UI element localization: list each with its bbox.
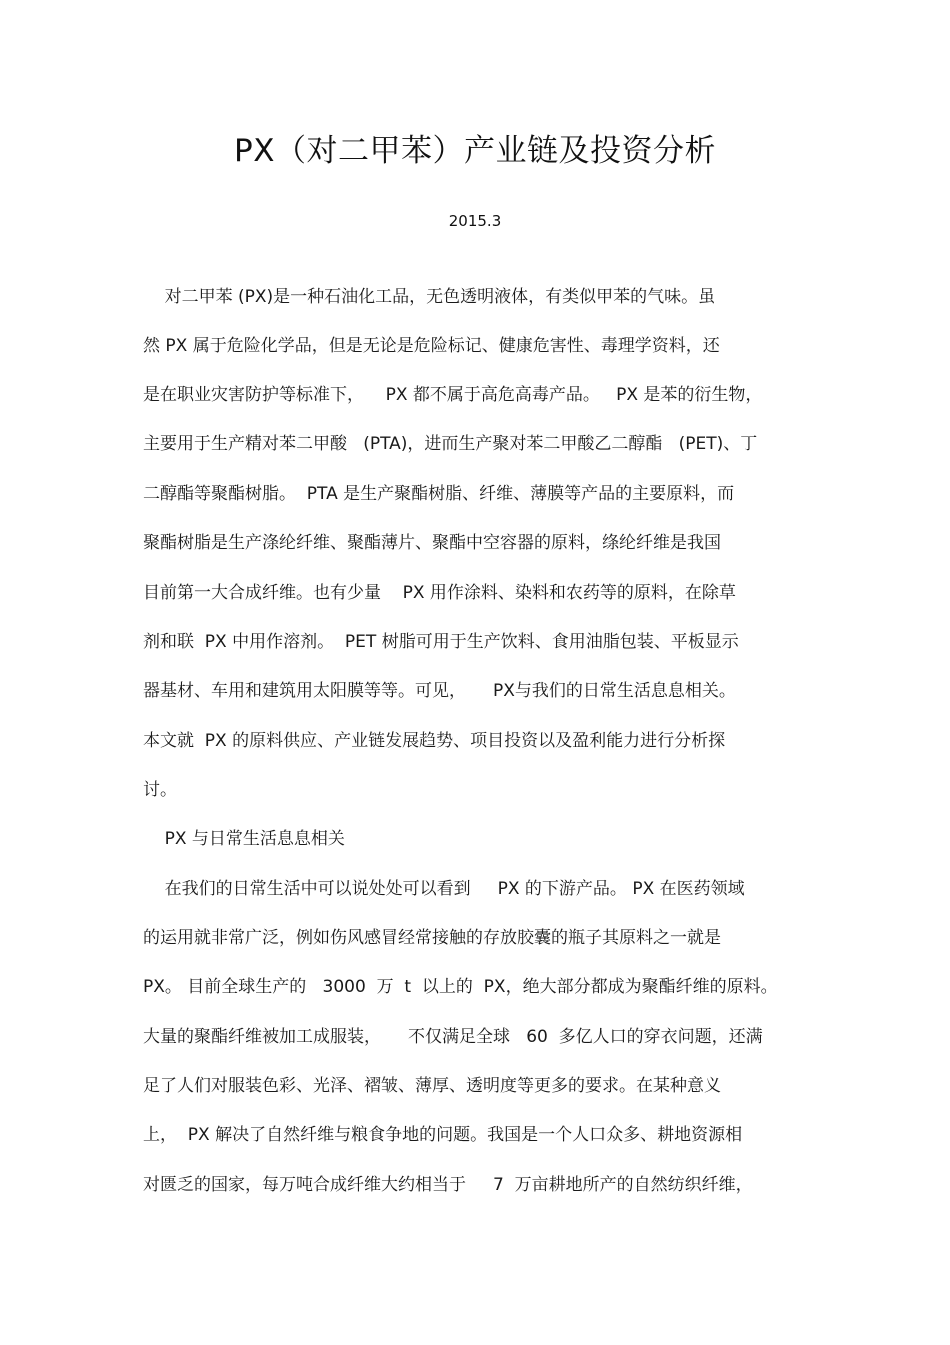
body-line: 聚酯树脂是生产涤纶纤维、聚酯薄片、聚酯中空容器的原料，绦纶纤维是我国 [143,533,721,553]
document-title: PX（对二甲苯）产业链及投资分析 [234,133,716,169]
body-line: 足了人们对服装色彩、光泽、褶皱、薄厚、透明度等更多的要求。在某种意义 [143,1076,721,1096]
body-line: 讨。 [143,780,177,800]
body-line: 主要用于生产精对苯二甲酸 (PTA)，进而生产聚对苯二甲酸乙二醇酯 (PET)、丁 [143,434,758,454]
body-line: 目前第一大合成纤维。也有少量 PX 用作涂料、染料和农药等的原料，在除草 [143,583,736,603]
body-line: 的运用就非常广泛，例如伤风感冒经常接触的存放胶囊的瓶子其原料之一就是 [143,928,721,948]
document-date: 2015.3 [448,212,502,230]
body-line: 对匮乏的国家，每万吨合成纤维大约相当于 7 万亩耕地所产的自然纺织纤维， [143,1175,753,1195]
body-line: 剂和联 PX 中用作溶剂。 PET 树脂可用于生产饮料、食用油脂包装、平板显示 [143,632,739,652]
body-line: 大量的聚酯纤维被加工成服装， 不仅满足全球 60 多亿人口的穿衣问题，还满 [143,1027,763,1047]
body-line: PX。 目前全球生产的 3000 万 t 以上的 PX，绝大部分都成为聚酯纤维的原料。 [143,977,778,997]
body-line: 然 PX 属于危险化学品，但是无论是危险标记、健康危害性、毒理学资料，还 [143,336,720,356]
section-heading: PX 与日常生活息息相关 [143,829,345,849]
body-line: 二醇酯等聚酯树脂。 PTA 是生产聚酯树脂、纤维、薄膜等产品的主要原料，而 [143,484,735,504]
body-line: 是在职业灾害防护等标准下， PX 都不属于高危高毒产品。 PX 是苯的衍生物， [143,385,763,405]
body-line: 器基材、车用和建筑用太阳膜等等。可见， PX与我们的日常生活息息相关。 [143,681,736,701]
body-line: 对二甲苯 (PX)是一种石油化工品，无色透明液体，有类似甲苯的气味。虽 [143,287,716,307]
body-line: 本文就 PX 的原料供应、产业链发展趋势、项目投资以及盈利能力进行分析探 [143,731,726,751]
body-line: 上， PX 解决了自然纤维与粮食争地的问题。我国是一个人口众多、耕地资源相 [143,1125,743,1145]
body-line: 在我们的日常生活中可以说处处可以看到 PX 的下游产品。 PX 在医药领域 [143,879,745,899]
